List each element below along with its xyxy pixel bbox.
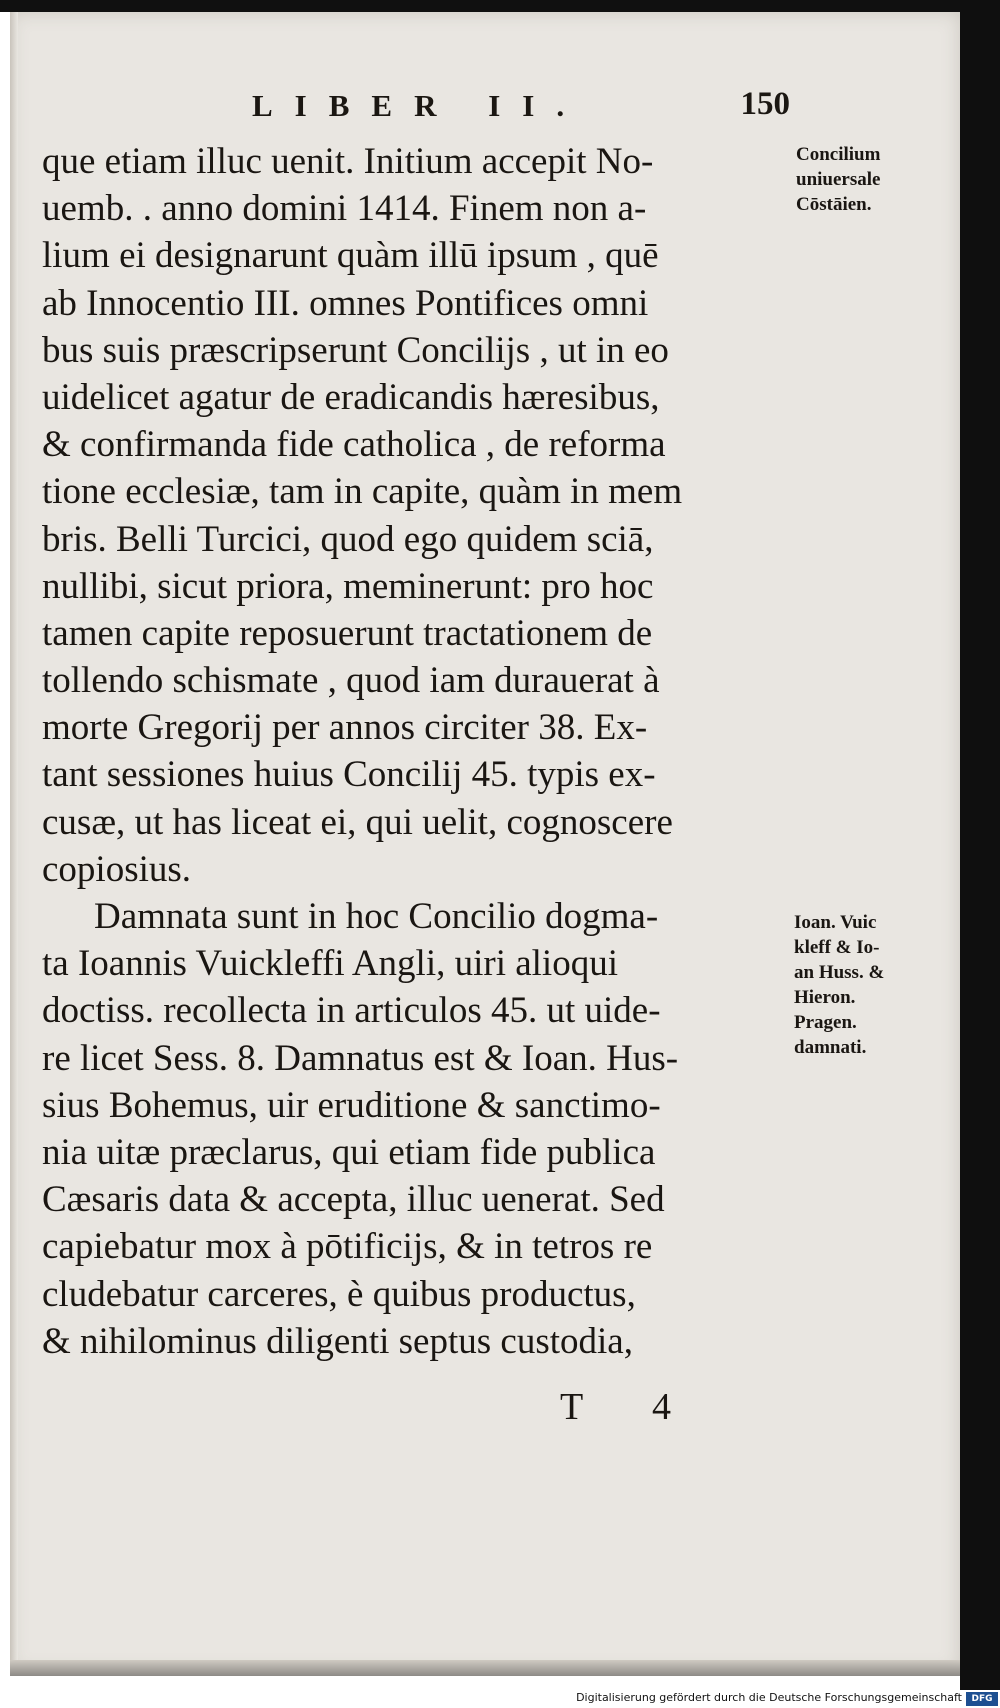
page-left-edge xyxy=(10,12,18,1672)
margin-note-line: Concilium xyxy=(796,144,881,165)
signature-mark: T 4 xyxy=(560,1386,702,1428)
text-line: uemb. . anno domini 1414. Finem non a- xyxy=(42,188,647,230)
margin-note-line: Ioan. Vuic xyxy=(794,912,877,933)
text-line: cusæ, ut has liceat ei, qui uelit, cognoscere xyxy=(42,801,673,843)
text-line: copiosius. xyxy=(42,848,192,890)
text-line: & confirmanda fide catholica , de reforma xyxy=(42,424,666,466)
margin-note-line: kleff & Io- xyxy=(794,937,880,958)
text-line: re licet Sess. 8. Damnatus est & Ioan. Hus- xyxy=(42,1037,679,1079)
text-line: tollendo schismate , quod iam durauerat à xyxy=(42,660,660,702)
margin-note-line: damnati. xyxy=(794,1037,867,1058)
text-line: nullibi, sicut priora, meminerunt: pro hoc xyxy=(42,565,654,607)
text-line: morte Gregorij per annos circiter 38. Ex- xyxy=(42,707,648,749)
text-line: sius Bohemus, uir eruditione & sanctimo- xyxy=(42,1084,661,1126)
text-line: que etiam illuc uenit. Initium accepit No- xyxy=(42,141,654,182)
right-binding-edge xyxy=(960,0,1000,1690)
text-line: Cæsaris data & accepta, illuc uenerat. Sed xyxy=(42,1179,665,1221)
text-line: & nihilominus diligenti septus custodia, xyxy=(42,1320,633,1362)
running-head xyxy=(230,88,790,128)
text-line: bus suis præscripserunt Concilijs , ut in eo xyxy=(42,329,669,371)
margin-note-line: Pragen. xyxy=(794,1012,857,1033)
text-line: ta Ioannis Vuickleffi Angli, uiri alioqui xyxy=(42,943,618,985)
margin-note-line: an Huss. & xyxy=(794,962,885,983)
running-head-title: LIBER II. xyxy=(252,88,587,123)
text-line: tione ecclesiæ, tam in capite, quàm in mem xyxy=(42,471,683,513)
text-line: lium ei designarunt quàm illū ipsum , quē xyxy=(42,235,659,277)
text-line: nia uitæ præclarus, qui etiam fide publica xyxy=(42,1131,656,1173)
page-bottom-shadow xyxy=(10,1660,960,1676)
top-binding-edge xyxy=(0,0,1000,12)
paragraph-start-line: Damnata sunt in hoc Concilio dogma- xyxy=(94,896,659,937)
main-text-block xyxy=(42,138,792,1365)
dfg-logo: DFG xyxy=(966,1692,998,1706)
margin-note-damnati xyxy=(794,910,884,1060)
margin-note-line: Cōstāien. xyxy=(796,194,872,215)
margin-note-line: uniuersale xyxy=(796,169,881,190)
text-line: tant sessiones huius Concilij 45. typis ex- xyxy=(42,754,656,796)
page-number: 150 xyxy=(740,86,790,122)
text-line: capiebatur mox à pōtificijs, & in tetros re xyxy=(42,1226,653,1268)
text-line: bris. Belli Turcici, quod ego quidem sciā, xyxy=(42,518,654,560)
margin-note-concilium xyxy=(796,142,880,217)
digitization-credit: Digitalisierung gefördert durch die Deutsche Forschungsgemeinschaft xyxy=(576,1691,962,1704)
text-line: cludebatur carceres, è quibus productus, xyxy=(42,1273,636,1315)
text-line: uidelicet agatur de eradicandis hæresibus, xyxy=(42,376,660,418)
text-line: ab Innocentio III. omnes Pontifices omni xyxy=(42,282,649,324)
margin-note-line: Hieron. xyxy=(794,987,856,1008)
text-line: tamen capite reposuerunt tractationem de xyxy=(42,612,653,654)
text-line: doctiss. recollecta in articulos 45. ut uide- xyxy=(42,990,661,1032)
